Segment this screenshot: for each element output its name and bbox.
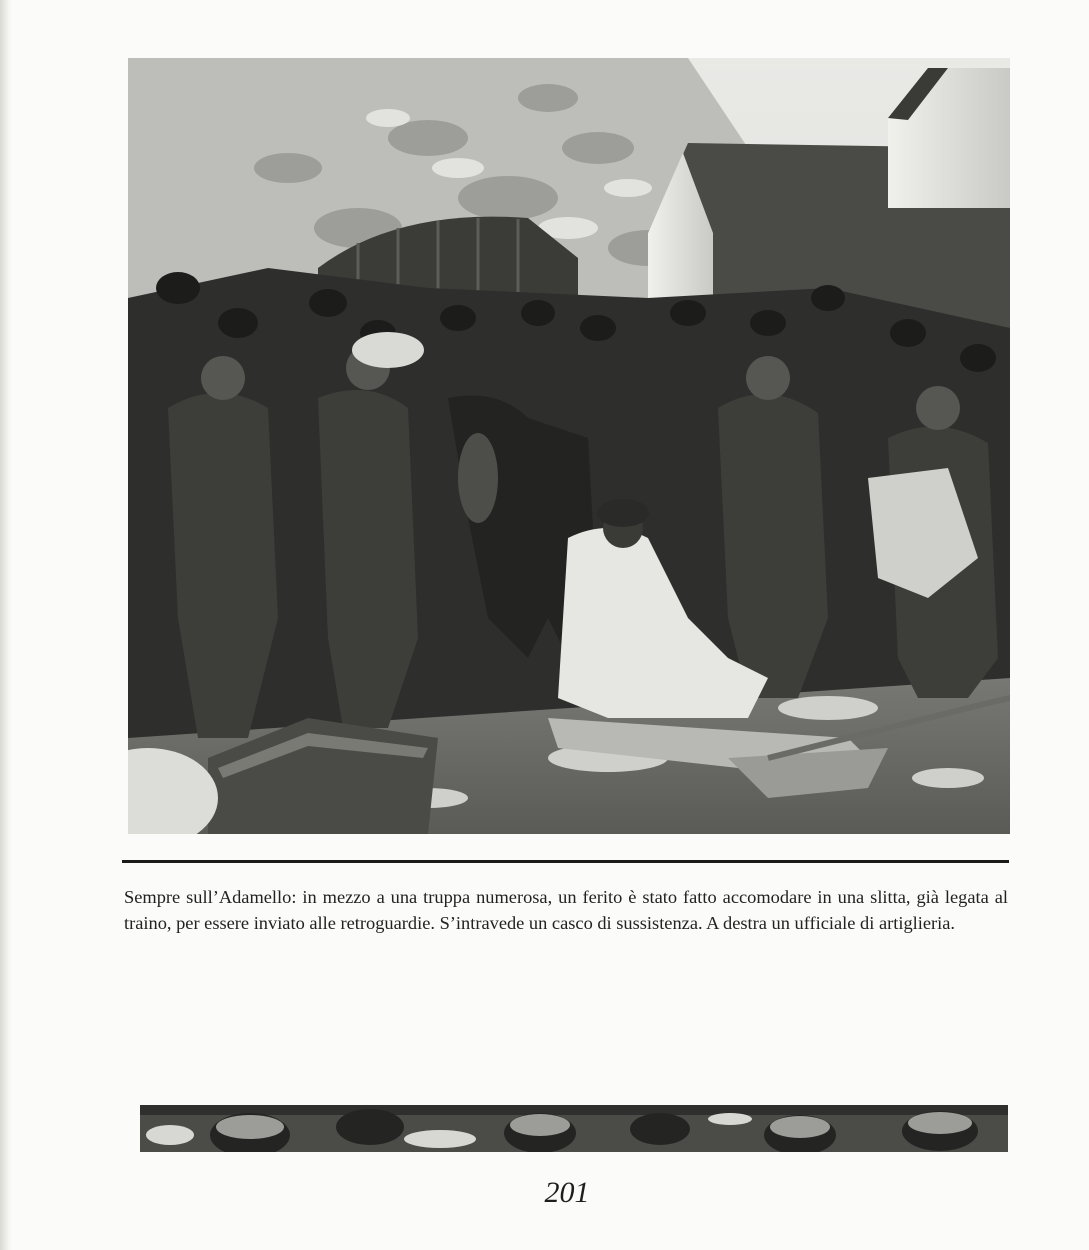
- caption-rule: [122, 860, 1009, 863]
- decorative-photo-strip: [140, 1105, 1008, 1152]
- photo-caption: Sempre sull’Adamello: in mezzo a una truppa numerosa, un ferito è stato fatto accomodare in una slitta, già legata al traino, per essere inviato alle retroguardie. S’intravede un casco di sussistenza. A destra un ufficiale di artiglieria.: [124, 887, 1008, 933]
- page-number: 201: [544, 1176, 590, 1209]
- main-photograph: [128, 58, 1010, 834]
- page-edge-shadow: [0, 0, 12, 1250]
